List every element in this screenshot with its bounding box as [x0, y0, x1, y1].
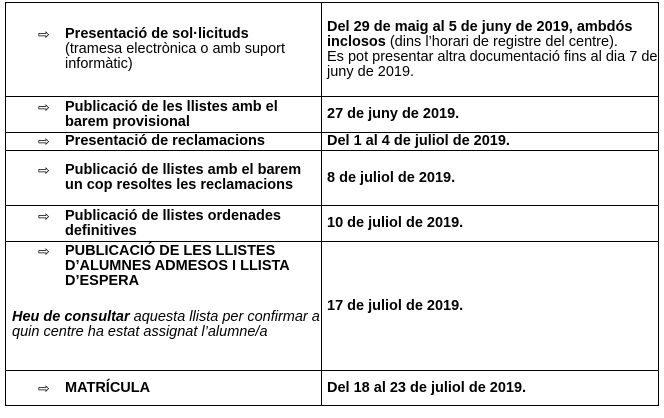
step-cell	[6, 3, 322, 97]
table-row	[6, 242, 659, 371]
step-title: Publicació de llistes amb el barem un cop resoltes les reclamacions	[65, 162, 302, 193]
right-arrow-icon: ⇨	[38, 26, 50, 42]
step-title: PUBLICACIÓ DE LES LLISTES D’ALUMNES ADMESOS I LLISTA D’ESPERA	[65, 243, 290, 289]
step-subtitle: (tramesa electrònica o amb suport informàtic)	[65, 41, 286, 72]
date-text: 8 de juliol de 2019.	[322, 151, 659, 206]
date-note: (dins l’horari de registre del centre).	[385, 33, 618, 50]
calendar-table	[5, 2, 659, 406]
table-row	[6, 151, 659, 206]
step-cell	[6, 97, 322, 133]
date-text: 27 de juny de 2019.	[322, 97, 659, 133]
step-cell	[6, 242, 322, 371]
table-row	[6, 3, 659, 97]
table-row	[6, 133, 659, 151]
date-text: Del 18 al 23 de juliol de 2019.	[322, 371, 659, 406]
step-cell	[6, 371, 322, 406]
step-title: Presentació de reclamacions	[65, 133, 265, 149]
date-text: Del 1 al 4 de juliol de 2019.	[322, 133, 659, 151]
date-cell	[322, 3, 659, 97]
date-text: 17 de juliol de 2019.	[322, 242, 659, 371]
date-text: Del 29 de maig al 5 de juny de 2019, ambdós inclosos	[327, 18, 633, 50]
right-arrow-icon: ⇨	[38, 162, 50, 178]
right-arrow-icon: ⇨	[38, 243, 50, 259]
step-cell	[6, 206, 322, 242]
date-text: 10 de juliol de 2019.	[322, 206, 659, 242]
table-row	[6, 371, 659, 406]
table-row	[6, 97, 659, 133]
right-arrow-icon: ⇨	[38, 207, 50, 224]
right-arrow-icon: ⇨	[38, 98, 50, 115]
date-extra: Es pot presentar altra documentació fins al dia 7 de juny de 2019.	[327, 48, 658, 80]
step-note: Heu de consultar aquesta llista per confirmar a quin centre ha estat assignat l’alumne/a	[12, 309, 320, 340]
right-arrow-icon: ⇨	[38, 133, 50, 149]
step-cell	[6, 151, 322, 206]
step-title: Publicació de les llistes amb el barem provisional	[65, 98, 278, 130]
step-cell	[6, 133, 322, 151]
step-title: Presentació de sol·licituds	[65, 26, 249, 42]
right-arrow-icon: ⇨	[38, 379, 50, 396]
table-row	[6, 206, 659, 242]
step-title: Publicació de llistes ordenades definitives	[65, 207, 281, 239]
step-title: MATRÍCULA	[65, 379, 151, 396]
